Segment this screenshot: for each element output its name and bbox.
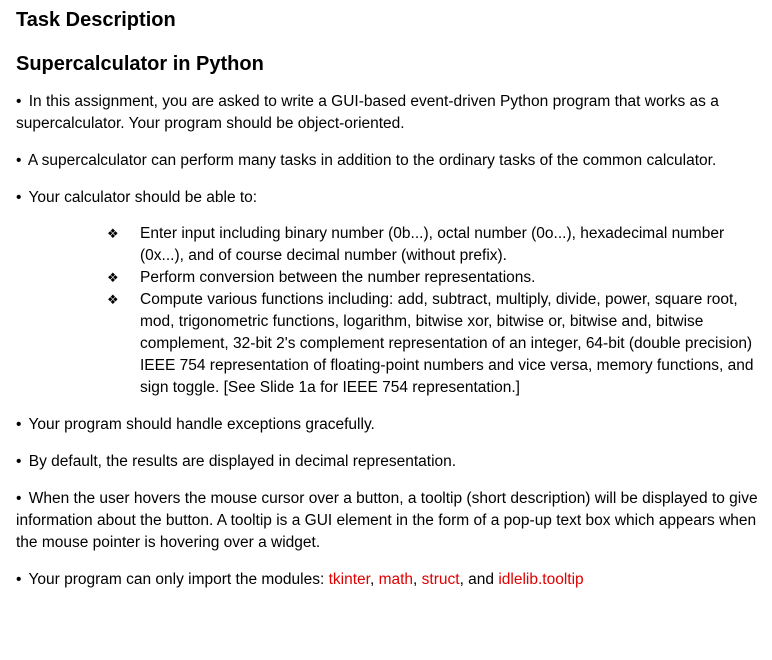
- page-subtitle: Supercalculator in Python: [16, 53, 264, 75]
- bullet-icon: •: [16, 152, 22, 169]
- list-item: ❖ Compute various functions including: add, subtract, multiply, divide, power, square root, mod, trigonometric functions, logarithm, bitwise xor, bitwise or, bitwise and, bitwise complement, 32-bit 2's complement representation of an integer, 64-bit (double precision) IEEE 754 representation of floating-point numbers and vice versa, memory functions, and sign toggle. [See Slide 1a for IEEE 754 representation.]: [107, 291, 754, 396]
- paragraph-default-display: • By default, the results are displayed in decimal representation.: [16, 453, 457, 470]
- bullet-icon: •: [16, 416, 22, 433]
- paragraph-tooltip: • When the user hovers the mouse cursor over a button, a tooltip (short description) will be displayed to give information about the button. A tooltip is a GUI element in the form of a pop-up text box which appears when the mouse pointer is hovering over a widget.: [16, 490, 758, 551]
- bullet-icon: •: [16, 571, 22, 588]
- paragraph-intro: • In this assignment, you are asked to write a GUI-based event-driven Python program that works as a supercalculator. Your program should be object-oriented.: [16, 93, 719, 132]
- diamond-bullet-icon: ❖: [107, 226, 119, 241]
- module-idlelib-tooltip: idlelib.tooltip: [498, 571, 584, 588]
- paragraph-abilities-intro: • Your calculator should be able to:: [16, 189, 258, 206]
- module-math: math: [378, 571, 414, 588]
- paragraph-modules: • Your program can only import the modules: tkinter, math, struct, and idlelib.tooltip: [16, 571, 584, 588]
- diamond-bullet-icon: ❖: [107, 270, 119, 285]
- list-item: ❖ Perform conversion between the number representations.: [140, 267, 768, 289]
- abilities-list: [16, 223, 768, 399]
- list-item: ❖ Enter input including binary number (0b...), octal number (0o...), hexadecimal number (0x...), and of course decimal number (without prefix).: [107, 225, 725, 264]
- paragraph-exceptions: • Your program should handle exceptions gracefully.: [16, 416, 375, 433]
- bullet-icon: •: [16, 93, 22, 110]
- module-tkinter: tkinter: [328, 571, 370, 588]
- bullet-icon: •: [16, 490, 22, 507]
- module-struct: struct: [421, 571, 460, 588]
- diamond-bullet-icon: ❖: [107, 292, 119, 307]
- bullet-icon: •: [16, 189, 22, 206]
- document: [16, 7, 768, 591]
- bullet-icon: •: [16, 453, 22, 470]
- page-title: Task Description: [16, 9, 176, 31]
- paragraph-supercalculator: • A supercalculator can perform many tasks in addition to the ordinary tasks of the common calculator.: [16, 152, 717, 169]
